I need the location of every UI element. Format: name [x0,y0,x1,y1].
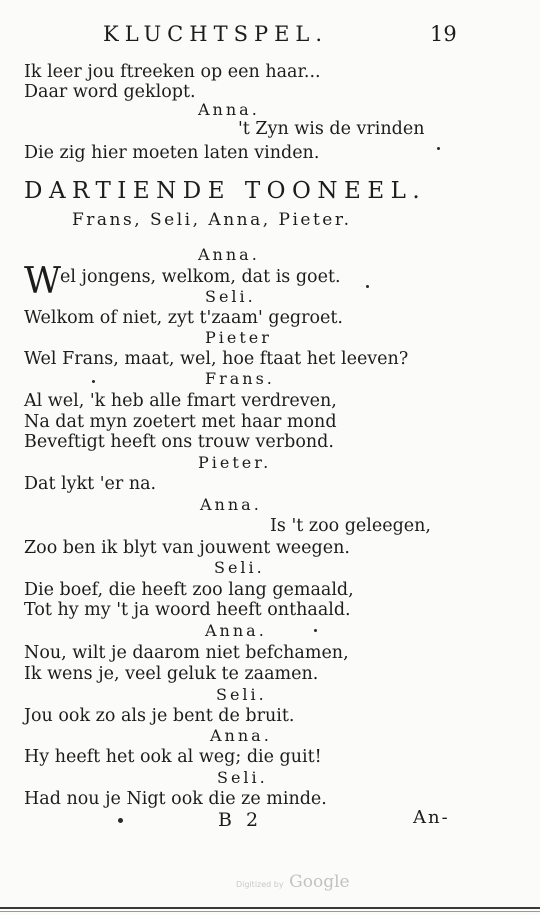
speaker-name: Seli. [217,768,268,787]
verse-line: Zoo ben ik blyt van jouwent weegen. [24,538,350,558]
digitized-watermark [236,872,350,892]
verse-line: Welkom of niet, zyt t'zaam' gegroet. [24,308,343,328]
running-title: KLUCHTSPEL. [103,22,329,46]
verse-line: el jongens, welkom, dat is goet. [60,267,341,287]
verse-line: Tot hy my 't ja woord heeft onthaald. [24,600,351,620]
verse-line: Hy heeft het ook al weg; die guit! [24,747,322,767]
stage-direction: Daar word geklopt. [24,82,196,102]
verse-line: Die boef, die heeft zoo lang gemaald, [24,580,354,600]
drop-cap: W [24,261,62,302]
speaker-name: Frans. [205,369,275,388]
verse-line: Ik wens je, veel geluk te zaamen. [24,664,319,684]
verse-line: Die zig hier moeten laten vinden. [24,143,320,163]
verse-line: Dat lykt 'er na. [24,474,157,494]
speaker-name: Anna. [200,495,262,514]
ink-speck [92,380,95,383]
verse-line: 't Zyn wis de vrinden [238,119,425,139]
verse-line: Beveftigt heeft ons trouw verbond. [24,432,334,452]
speaker-name: Pieter [205,328,272,347]
ink-speck [118,818,123,823]
verse-line: Na dat myn zoetert met haar mond [24,412,337,432]
ink-speck [437,147,440,150]
scene-title: DARTIENDE TOONEEL. [24,178,427,204]
signature-mark: B 2 [218,809,263,831]
verse-line: Had nou je Nigt ook die ze minde. [24,789,327,809]
verse-line: Al wel, 'k heb alle fmart verdreven, [24,391,337,411]
ink-speck [314,629,317,632]
page-header [0,22,540,48]
verse-line: Nou, wilt je daarom niet befchamen, [24,643,349,663]
speaker-name: Pieter. [198,453,272,472]
speaker-name: Anna. [198,245,260,264]
verse-line: Ik leer jou ftreeken op een haar... [24,62,321,82]
verse-line: Is 't zoo geleegen, [270,516,431,536]
catchword: An- [413,807,450,828]
speaker-name: Anna. [205,621,267,640]
speaker-name: Seli. [214,558,265,577]
speaker-name: Seli. [216,685,267,704]
digitized-prefix: Digitized by [236,880,284,889]
verse-line: Wel Frans, maat, wel, hoe ftaat het leeven? [24,349,409,369]
cast-list: Frans, Seli, Anna, Pieter. [72,210,352,230]
ink-speck [366,285,369,288]
digitized-brand: Google [289,872,350,892]
speaker-name: Anna. [198,100,260,119]
page-number: 19 [430,22,457,46]
verse-line: Jou ook zo als je bent de bruit. [24,706,295,726]
speaker-name: Anna. [210,726,272,745]
bottom-scan-edge [0,903,540,915]
speaker-name: Seli. [205,287,256,306]
